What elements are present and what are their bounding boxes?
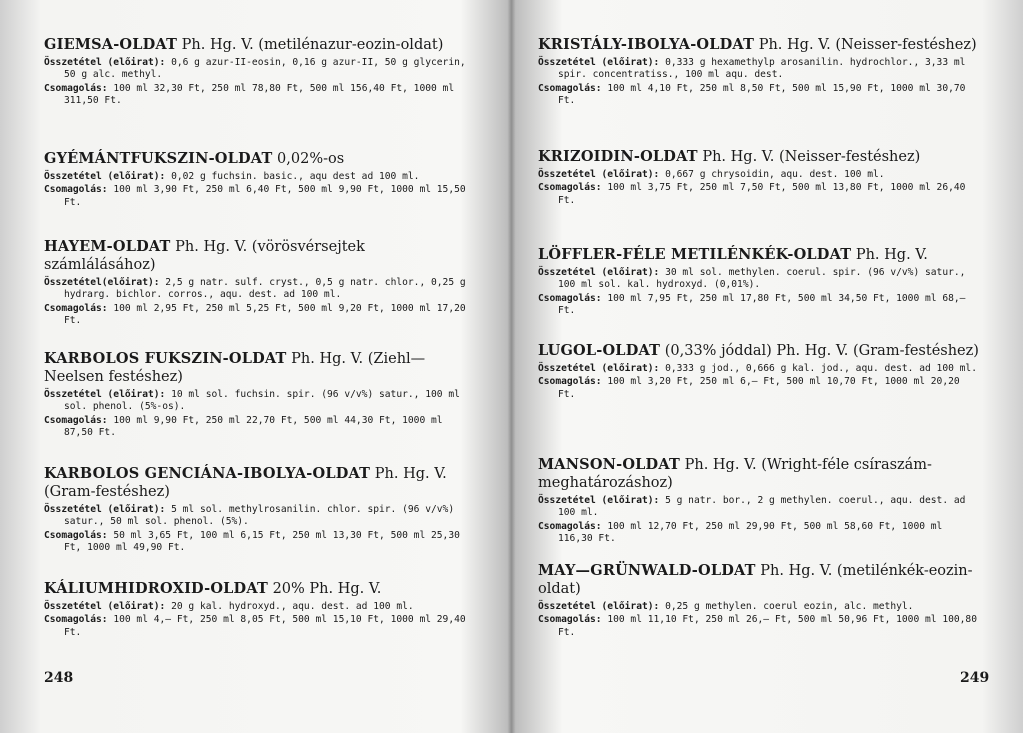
composition-label: Összetétel (előirat):	[538, 267, 660, 278]
composition-text: 5 ml sol. methylrosanilin. chlor. spir. (96 v/v%) satur., 50 ml sol. phenol. (5%).	[64, 504, 455, 528]
composition-text: 30 ml sol. methylen. coerul. spir. (96 v/v%) satur., 100 ml sol. kal. hydroxyd. (0,01%).	[558, 267, 966, 291]
packaging-label: Csomagolás:	[44, 414, 108, 426]
entry-subtitle: Ph. Hg. V. (metilénazur-eozin-oldat)	[177, 37, 444, 53]
composition	[538, 601, 982, 613]
entry-heading	[538, 456, 982, 492]
composition-label: Összetétel (előirat):	[538, 601, 660, 612]
packaging	[538, 293, 982, 318]
packaging	[44, 614, 476, 639]
composition	[44, 504, 476, 529]
entry-subtitle: Ph. Hg. V. (Wright-féle csíraszám-meghatározáshoz)	[538, 457, 932, 491]
entry-name: HAYEM-OLDAT	[44, 238, 171, 255]
composition-label: Összetétel (előirat):	[44, 601, 166, 612]
entry-karbolos-fukszin	[44, 350, 476, 440]
packaging	[538, 614, 982, 639]
entry-name: GYÉMÁNTFUKSZIN-OLDAT	[44, 150, 273, 167]
entry-subtitle: 0,02%-os	[272, 151, 345, 167]
composition-text: 0,6 g azur-II-eosin, 0,16 g azur-II, 50 g glycerin, 50 g alc. methyl.	[64, 57, 466, 81]
packaging	[44, 83, 476, 108]
composition-label: Összetétel (előirat):	[538, 169, 660, 180]
packaging-label: Csomagolás:	[44, 184, 108, 196]
page-number: 248	[44, 670, 74, 686]
entry-heading	[44, 465, 476, 501]
composition-label: Összetétel (előirat):	[44, 171, 166, 182]
composition-label: Összetétel (előirat):	[538, 495, 660, 506]
entry-heading	[44, 350, 476, 386]
composition-text: 0,667 g chrysoidin, aqu. dest. 100 ml.	[659, 169, 885, 180]
entry-heading	[538, 342, 982, 360]
composition-label: Összetétel (előirat):	[538, 57, 660, 68]
packaging-label: Csomagolás:	[44, 82, 108, 94]
composition-text: 0,25 g methylen. coerul eozin, alc. methyl.	[659, 601, 914, 612]
entry-name: KRIZOIDIN-OLDAT	[538, 148, 698, 165]
composition-text: 2,5 g natr. sulf. cryst., 0,5 g natr. chlor., 0,25 g hydrarg. bichlor. corros., aqu. dest. ad 100 ml.	[64, 277, 466, 301]
packaging-text: 100 ml 4,10 Ft, 250 ml 8,50 Ft, 500 ml 15,90 Ft, 1000 ml 30,70 Ft.	[558, 82, 966, 106]
packaging-label: Csomagolás:	[538, 292, 602, 304]
composition-text: 20 g kal. hydroxyd., aqu. dest. ad 100 ml.	[165, 601, 414, 612]
entry-heading	[538, 148, 982, 166]
composition-label: Összetétel (előirat):	[44, 504, 166, 515]
composition	[44, 277, 476, 302]
composition-text: 5 g natr. bor., 2 g methylen. coerul., aqu. dest. ad 100 ml.	[558, 495, 966, 519]
composition	[538, 57, 982, 82]
packaging	[44, 415, 476, 440]
entry-name: LUGOL-OLDAT	[538, 342, 661, 359]
packaging-text: 100 ml 3,90 Ft, 250 ml 6,40 Ft, 500 ml 9,90 Ft, 1000 ml 15,50 Ft.	[64, 184, 466, 208]
packaging-label: Csomagolás:	[538, 182, 602, 194]
entry-gyemantfukszin	[44, 150, 476, 210]
composition-label: Összetétel (előirat):	[538, 363, 660, 374]
entry-name: KARBOLOS GENCIÁNA-IBOLYA-OLDAT	[44, 465, 371, 482]
entry-subtitle: Ph. Hg. V. (Neisser-festéshez)	[697, 149, 921, 165]
right-page	[516, 0, 1023, 733]
entry-heading	[44, 580, 476, 598]
entry-heading	[44, 238, 476, 274]
composition-label: Összetétel (előirat):	[44, 389, 166, 400]
entry-lugol	[538, 342, 982, 402]
packaging-text: 50 ml 3,65 Ft, 100 ml 6,15 Ft, 250 ml 13,30 Ft, 500 ml 25,30 Ft, 1000 ml 49,90 Ft.	[64, 529, 460, 553]
packaging-text: 100 ml 11,10 Ft, 250 ml 26,— Ft, 500 ml 50,96 Ft, 1000 ml 100,80 Ft.	[558, 614, 977, 638]
packaging-label: Csomagolás:	[44, 529, 108, 541]
entry-kristaly-ibolya	[538, 36, 982, 108]
packaging	[538, 521, 982, 546]
entry-manson	[538, 456, 982, 546]
packaging	[44, 530, 476, 555]
composition	[44, 57, 476, 82]
packaging-label: Csomagolás:	[44, 302, 108, 314]
packaging-label: Csomagolás:	[538, 82, 602, 94]
composition	[538, 363, 982, 375]
entry-karbolos-genciana	[44, 465, 476, 555]
composition-label: Összetétel (előirat):	[44, 57, 166, 68]
packaging-label: Csomagolás:	[538, 376, 602, 388]
entry-heading	[44, 36, 476, 54]
packaging	[538, 83, 982, 108]
entry-hayem	[44, 238, 476, 328]
packaging-text: 100 ml 2,95 Ft, 250 ml 5,25 Ft, 500 ml 9,20 Ft, 1000 ml 17,20 Ft.	[64, 302, 466, 326]
composition	[538, 495, 982, 520]
composition	[538, 169, 982, 181]
entry-kaliumhidroxid	[44, 580, 476, 640]
entry-heading	[538, 246, 982, 264]
packaging	[538, 376, 982, 401]
composition-text: 0,333 g hexamethylp arosanilin. hydrochlor., 3,33 ml spir. concentratiss., 100 ml aqu. dest.	[558, 57, 966, 81]
packaging	[538, 182, 982, 207]
packaging-text: 100 ml 3,75 Ft, 250 ml 7,50 Ft, 500 ml 13,80 Ft, 1000 ml 26,40 Ft.	[558, 182, 966, 206]
packaging-text: 100 ml 4,— Ft, 250 ml 8,05 Ft, 500 ml 15,10 Ft, 1000 ml 29,40 Ft.	[64, 614, 466, 638]
entry-name: MANSON-OLDAT	[538, 456, 680, 473]
composition-text: 0,02 g fuchsin. basic., aqu dest ad 100 ml.	[165, 171, 420, 182]
entry-subtitle: 20% Ph. Hg. V.	[267, 581, 382, 597]
entry-name: KRISTÁLY-IBOLYA-OLDAT	[538, 36, 755, 53]
entry-name: KÁLIUMHIDROXID-OLDAT	[44, 580, 268, 597]
entry-loffler	[538, 246, 982, 318]
entry-name: MAY—GRÜNWALD-OLDAT	[538, 562, 756, 579]
entry-may-grunwald	[538, 562, 982, 640]
packaging-label: Csomagolás:	[538, 520, 602, 532]
left-page	[0, 0, 500, 733]
entry-subtitle: Ph. Hg. V. (Gram-festéshez)	[44, 466, 447, 500]
page-number: 249	[960, 670, 990, 686]
entry-subtitle: Ph. Hg. V. (Ziehl—Neelsen festéshez)	[44, 351, 426, 385]
packaging-text: 100 ml 9,90 Ft, 250 ml 22,70 Ft, 500 ml 44,30 Ft, 1000 ml 87,50 Ft.	[64, 414, 443, 438]
entry-heading	[538, 562, 982, 598]
composition-label: Összetétel(előirat):	[44, 277, 160, 288]
entry-name: GIEMSA-OLDAT	[44, 36, 178, 53]
entry-subtitle: (0,33% jóddal) Ph. Hg. V. (Gram-festéshez)	[660, 343, 979, 359]
composition-text: 0,333 g jod., 0,666 g kal. jod., aqu. dest. ad 100 ml.	[659, 363, 977, 374]
packaging-text: 100 ml 7,95 Ft, 250 ml 17,80 Ft, 500 ml 34,50 Ft, 1000 ml 68,— Ft.	[558, 292, 966, 316]
entry-subtitle: Ph. Hg. V. (Neisser-festéshez)	[754, 37, 977, 53]
packaging-text: 100 ml 12,70 Ft, 250 ml 29,90 Ft, 500 ml 58,60 Ft, 1000 ml 116,30 Ft.	[558, 520, 943, 544]
packaging-text: 100 ml 32,30 Ft, 250 ml 78,80 Ft, 500 ml 156,40 Ft, 1000 ml 311,50 Ft.	[64, 82, 455, 106]
entry-subtitle: Ph. Hg. V. (metilénkék-eozin-oldat)	[538, 563, 973, 597]
entry-subtitle: Ph. Hg. V. (vörösvérsejtek számlálásához)	[44, 239, 365, 273]
packaging	[44, 303, 476, 328]
composition	[44, 601, 476, 613]
entry-name: LÖFFLER-FÉLE METILÉNKÉK-OLDAT	[538, 246, 852, 263]
entry-heading	[538, 36, 982, 54]
composition	[538, 267, 982, 292]
entry-subtitle: Ph. Hg. V.	[851, 247, 928, 263]
entry-name: KARBOLOS FUKSZIN-OLDAT	[44, 350, 287, 367]
composition	[44, 389, 476, 414]
packaging-label: Csomagolás:	[44, 614, 108, 626]
entry-krizoidin	[538, 148, 982, 208]
entry-giemsa	[44, 36, 476, 108]
packaging-text: 100 ml 3,20 Ft, 250 ml 6,— Ft, 500 ml 10,70 Ft, 1000 ml 20,20 Ft.	[558, 376, 960, 400]
entry-heading	[44, 150, 476, 168]
packaging-label: Csomagolás:	[538, 614, 602, 626]
composition	[44, 171, 476, 183]
composition-text: 10 ml sol. fuchsin. spir. (96 v/v%) satur., 100 ml sol. phenol. (5%-os).	[64, 389, 460, 413]
packaging	[44, 184, 476, 209]
